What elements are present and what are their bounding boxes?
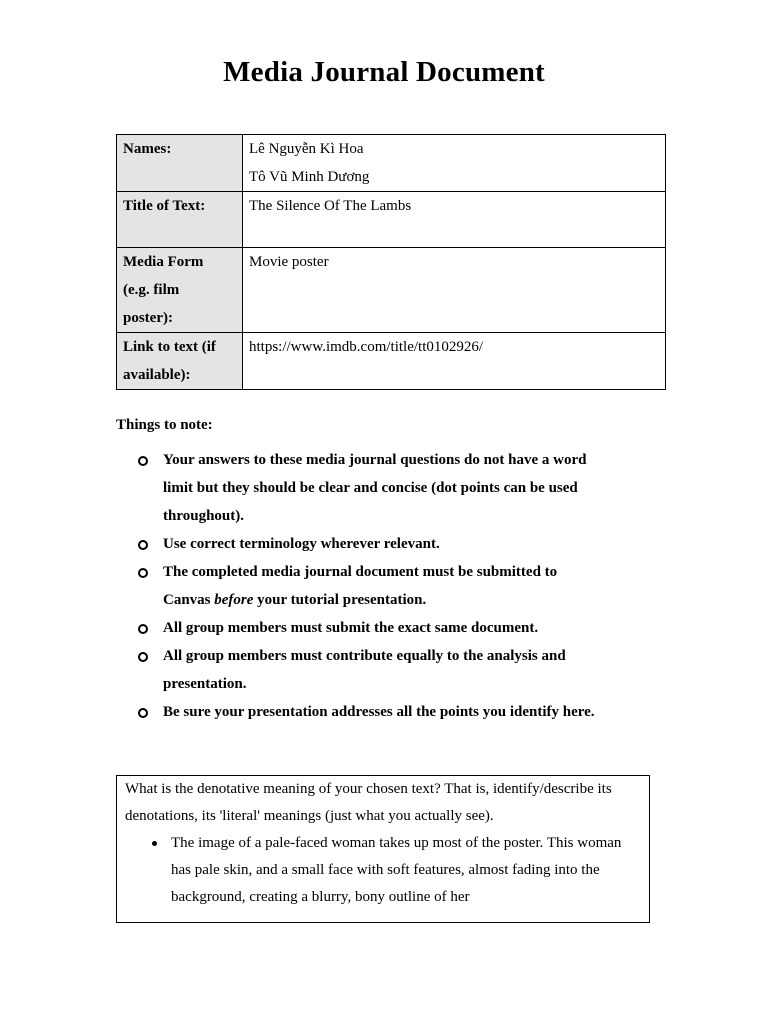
note-3-text-before: Canvas	[163, 592, 215, 608]
answers-list	[125, 830, 641, 911]
note-1-line-1: Your answers to these media journal questions do not have a word	[163, 452, 587, 468]
list-item	[125, 830, 641, 911]
table-row-media-form	[117, 248, 666, 333]
name-1: Lê Nguyễn Kì Hoa	[249, 141, 364, 157]
names-value	[243, 135, 666, 192]
note-5-line-1: All group members must contribute equally to the analysis and	[163, 648, 566, 664]
answer-text: The image of a pale-faced woman takes up most of the poster. This woman has pale skin, and a small face with soft features, almost fading into the background, creating a blurry, bony outline of her	[171, 835, 622, 905]
question-box	[116, 775, 650, 923]
notes-heading: Things to note:	[116, 417, 213, 433]
media-form-label	[117, 248, 243, 333]
list-item	[116, 614, 656, 642]
hollow-circle-bullet-icon	[138, 456, 148, 466]
link-value[interactable]: https://www.imdb.com/title/tt0102926/	[243, 333, 666, 390]
table-row-names	[117, 135, 666, 192]
note-3-line-1: The completed media journal document must be submitted to	[163, 564, 558, 580]
note-3-emphasis: before	[214, 592, 254, 608]
bullet-dot-icon	[152, 841, 157, 846]
list-item	[116, 642, 656, 698]
note-1-line-3: throughout).	[163, 508, 244, 524]
hollow-circle-bullet-icon	[138, 624, 148, 634]
hollow-circle-bullet-icon	[138, 652, 148, 662]
hollow-circle-bullet-icon	[138, 708, 148, 718]
media-form-label-line-3: poster):	[123, 310, 173, 326]
name-2: Tô Vũ Minh Dương	[249, 169, 370, 185]
table-row-link	[117, 333, 666, 390]
note-2-line-1: Use correct terminology wherever relevant.	[163, 536, 440, 552]
names-label: Names:	[117, 135, 243, 192]
note-5-line-2: presentation.	[163, 676, 247, 692]
list-item	[116, 530, 656, 558]
link-label-line-2: available):	[123, 367, 191, 383]
link-label-line-1: Link to text (if	[123, 339, 216, 355]
question-prompt: What is the denotative meaning of your chosen text? That is, identify/describe its denotations, its 'literal' meanings (just what you actually see).	[125, 781, 612, 824]
link-label	[117, 333, 243, 390]
media-form-value: Movie poster	[243, 248, 666, 333]
page-title: Media Journal Document	[223, 56, 545, 88]
title-of-text-label: Title of Text:	[117, 192, 243, 248]
list-item	[116, 446, 656, 530]
hollow-circle-bullet-icon	[138, 540, 148, 550]
note-4-line-1: All group members must submit the exact same document.	[163, 620, 539, 636]
table-row-title	[117, 192, 666, 248]
note-3-line-2	[163, 586, 656, 614]
info-table	[116, 134, 666, 390]
media-form-label-line-2: (e.g. film	[123, 282, 180, 298]
title-of-text-value: The Silence Of The Lambs	[243, 192, 666, 248]
list-item	[116, 558, 656, 614]
note-6-line-1: Be sure your presentation addresses all the points you identify here.	[163, 704, 595, 720]
media-form-label-line-1: Media Form	[123, 254, 204, 270]
notes-list	[116, 446, 656, 726]
list-item	[116, 698, 656, 726]
note-1-line-2: limit but they should be clear and concise (dot points can be used	[163, 480, 578, 496]
hollow-circle-bullet-icon	[138, 568, 148, 578]
note-3-text-after: your tutorial presentation.	[253, 592, 427, 608]
